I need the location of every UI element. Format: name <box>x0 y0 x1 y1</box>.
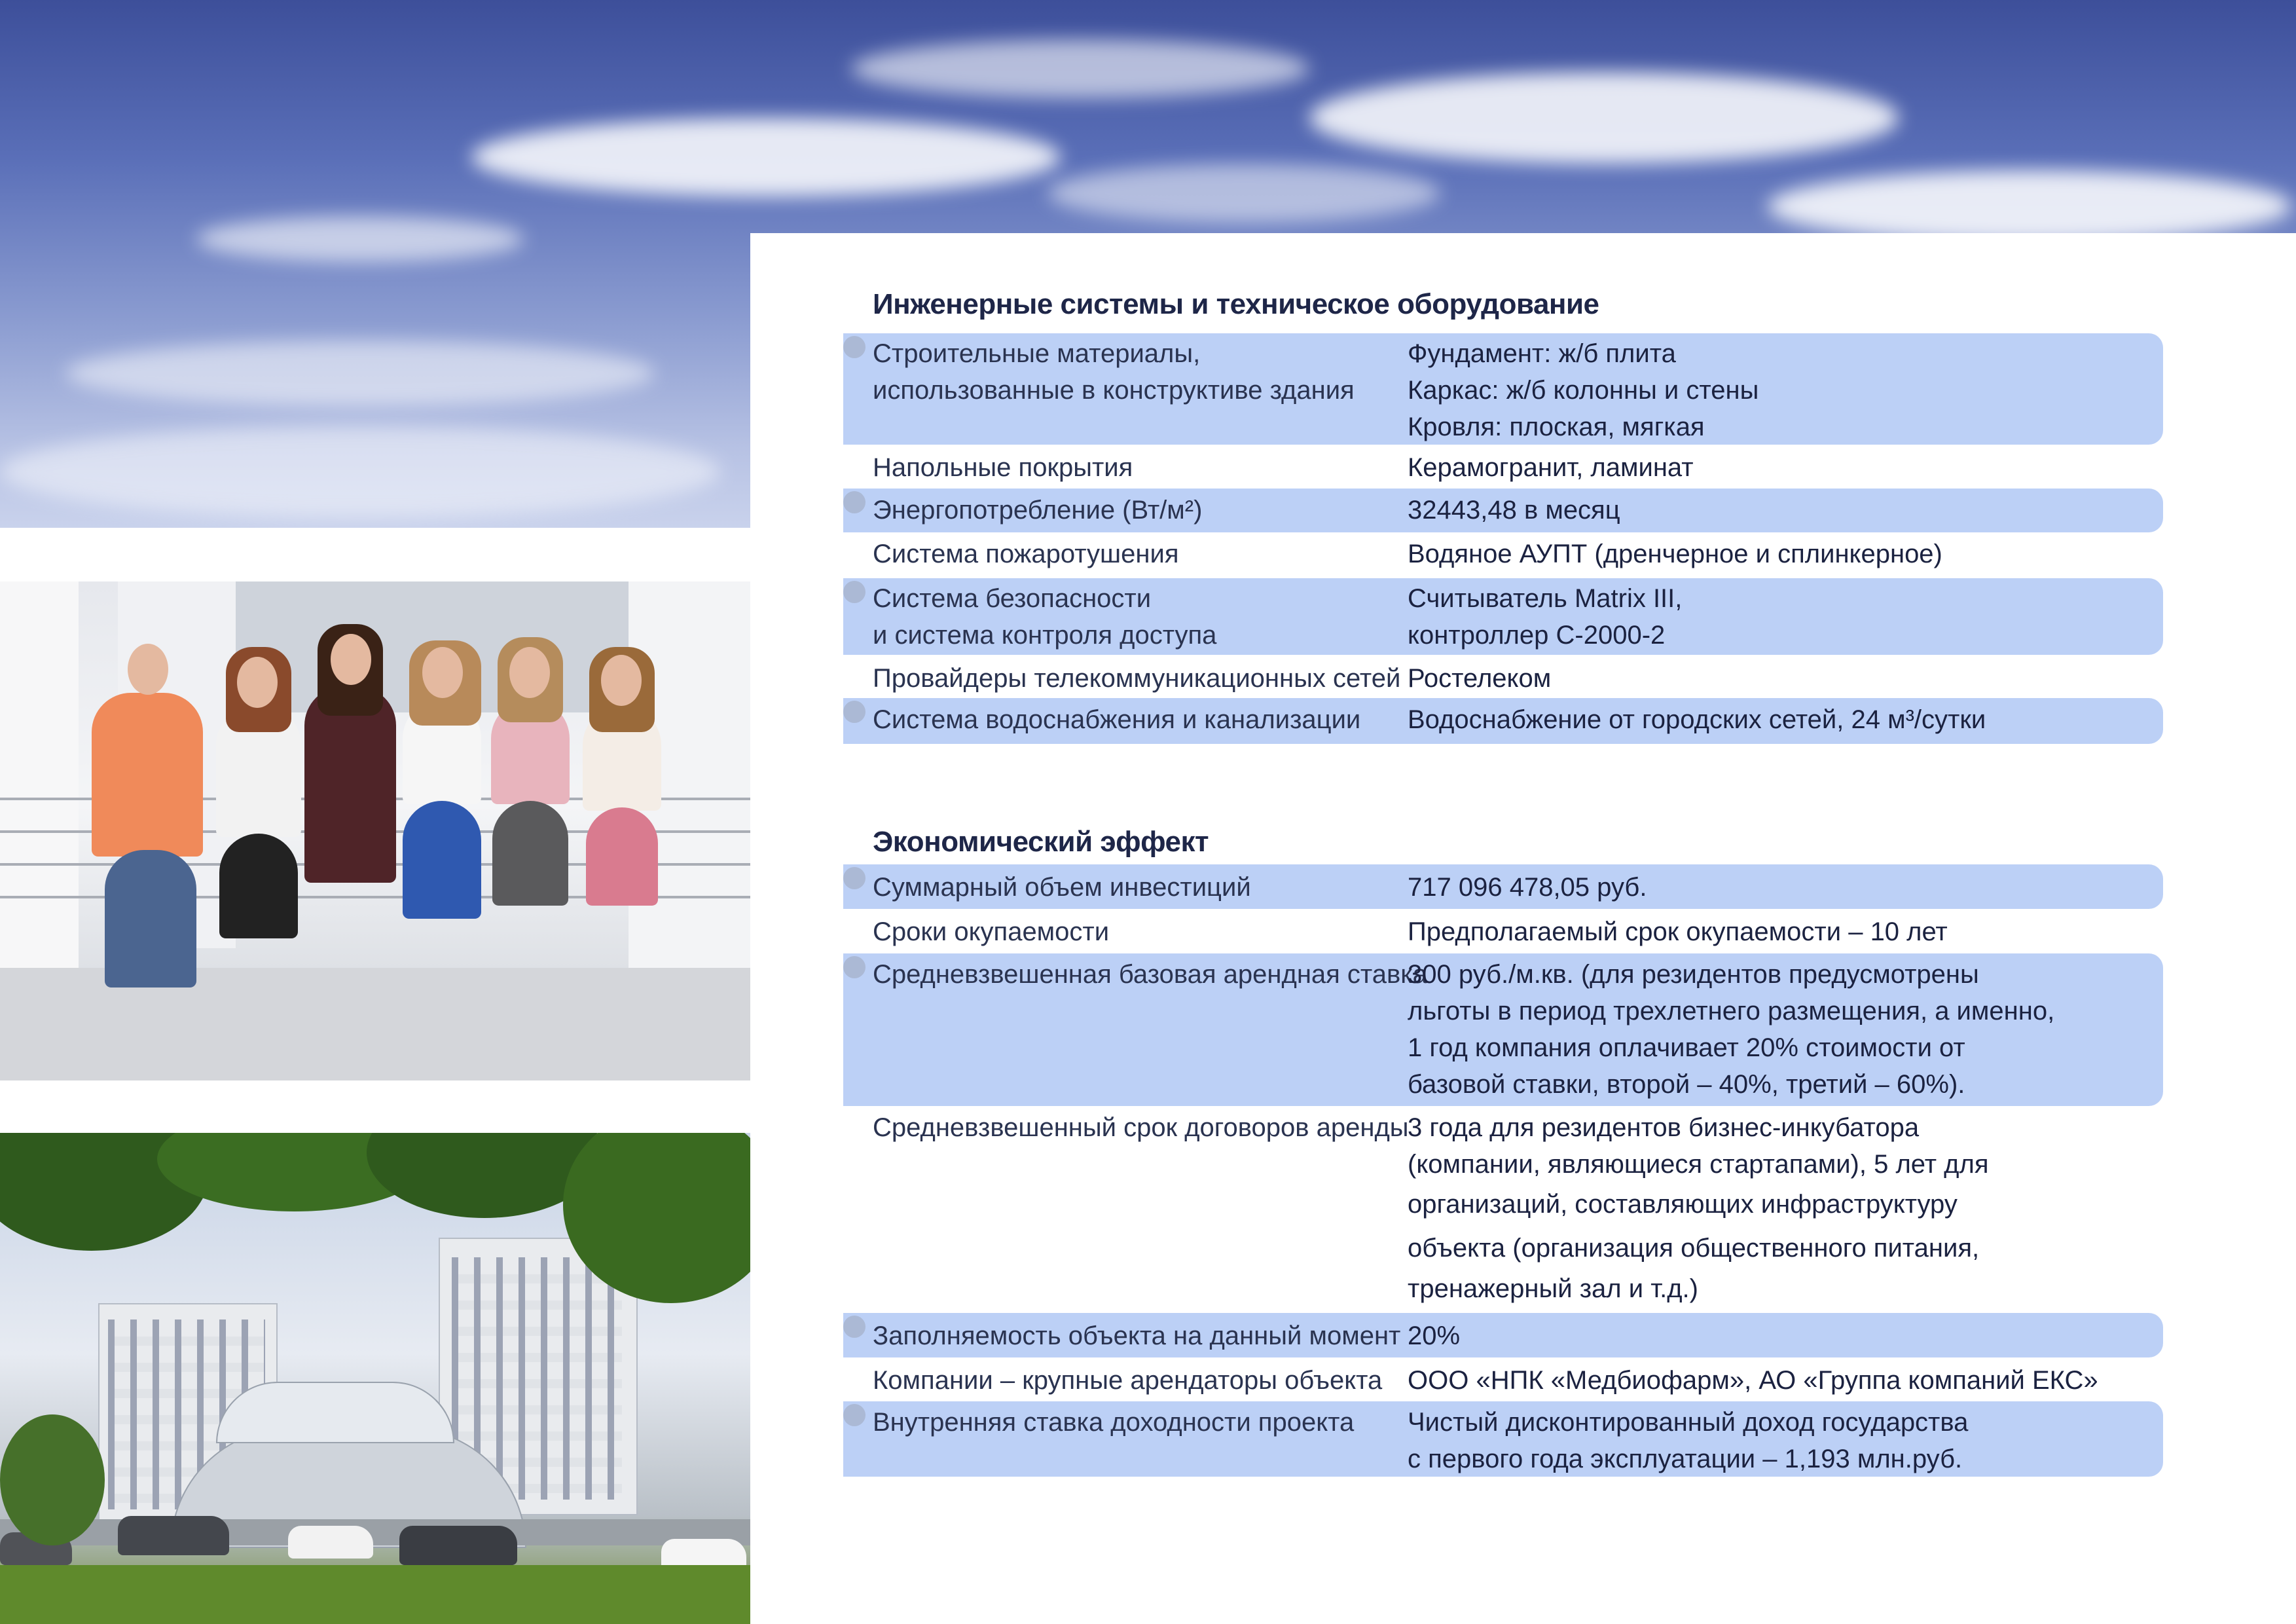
table-row <box>843 532 2163 578</box>
row-label: Внутренняя ставка доходности проекта <box>873 1408 1355 1437</box>
row-value: 300 руб./м.кв. (для резидентов предусмотрены льготы в период трехлетнего размещения, а именно, 1 год компания оплачивает 20% стоимости от базовой ставки, второй – 40%, третий – 60%). <box>1408 960 2055 1099</box>
table-row <box>843 489 2163 532</box>
table-row <box>843 1357 2163 1401</box>
row-label: Средневзвешенный срок договоров аренды <box>873 1113 1409 1142</box>
table-row <box>843 578 2163 655</box>
row-label: Система пожаротушения <box>873 540 1179 568</box>
economic-section-title: Экономический эффект <box>873 826 1209 858</box>
economic-table <box>843 864 2163 1477</box>
row-label: Энергопотребление (Вт/м²) <box>873 496 1203 525</box>
row-value: 3 года для резидентов бизнес-инкубатора (компании, являющиеся стартапами), 5 лет для организаций, составляющих инфраструктуру объекта (организация общественного питания, тренажерный зал и т.д.) <box>1408 1113 1989 1303</box>
engineering-section-title: Инженерные системы и техническое оборудование <box>873 288 1599 320</box>
row-label: Строительные материалы, использованные в конструктиве здания <box>873 339 1355 405</box>
table-row <box>843 909 2163 953</box>
row-value: Предполагаемый срок окупаемости – 10 лет <box>1408 917 1948 946</box>
row-value: Считыватель Matrix III, контроллер С-2000-2 <box>1408 584 1683 650</box>
row-label: Провайдеры телекоммуникационных сетей <box>873 664 1401 693</box>
building-photo <box>0 1133 750 1624</box>
row-value: Водоснабжение от городских сетей, 24 м³/сутки <box>1408 705 1986 734</box>
row-label: Напольные покрытия <box>873 453 1133 482</box>
table-row <box>843 333 2163 445</box>
row-label: Средневзвешенная базовая арендная ставка <box>873 960 1427 989</box>
row-value: Керамогранит, ламинат <box>1408 453 1694 482</box>
engineering-table <box>843 333 2163 744</box>
row-value: Чистый дисконтированный доход государства с первого года эксплуатации – 1,193 млн.руб. <box>1408 1408 1969 1473</box>
row-value: 32443,48 в месяц <box>1408 496 1620 525</box>
row-label: Заполняемость объекта на данный момент <box>873 1321 1401 1350</box>
row-label: Компании – крупные арендаторы объекта <box>873 1366 1383 1395</box>
table-row <box>843 953 2163 1106</box>
row-label: Система безопасности и система контроля доступа <box>873 584 1217 650</box>
table-row <box>843 445 2163 489</box>
row-label: Система водоснабжения и канализации <box>873 705 1361 734</box>
row-value: 717 096 478,05 руб. <box>1408 873 1647 902</box>
team-photo <box>0 581 750 1080</box>
table-row <box>843 1401 2163 1477</box>
row-label: Суммарный объем инвестиций <box>873 873 1251 902</box>
row-value: Фундамент: ж/б плита Каркас: ж/б колонны и стены Кровля: плоская, мягкая <box>1408 339 1759 441</box>
table-row <box>843 1106 2163 1313</box>
table-row <box>843 655 2163 698</box>
row-value: Ростелеком <box>1408 664 1552 693</box>
row-value: Водяное АУПТ (дренчерное и сплинкерное) <box>1408 540 1942 568</box>
table-row <box>843 698 2163 744</box>
table-row <box>843 864 2163 909</box>
row-value: ООО «НПК «Медбиофарм», АО «Группа компаний ЕКС» <box>1408 1366 2098 1395</box>
row-label: Сроки окупаемости <box>873 917 1110 946</box>
table-row <box>843 1313 2163 1357</box>
row-value: 20% <box>1408 1321 1461 1350</box>
